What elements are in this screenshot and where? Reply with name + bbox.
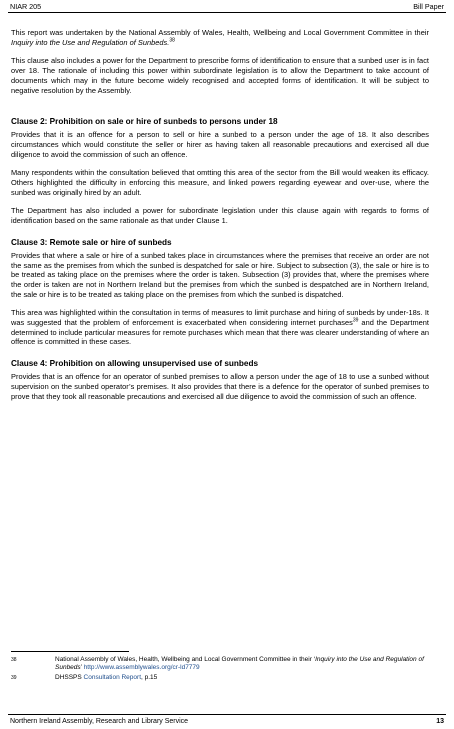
consultation-report-link[interactable]: Consultation Report: [83, 673, 141, 681]
page-number: 13: [436, 718, 444, 725]
clause-2-paragraph-3: The Department has also included a power for subordinate legislation under this clause again with regards to forms of identification based on the same rationale as that under Clause 1.: [11, 206, 429, 226]
assembly-wales-link[interactable]: http://www.assemblywales.org/cr-ld7779: [83, 664, 200, 672]
clause-4-paragraph-1: Provides that is an offence for an operator of sunbed premises to allow a person under the age of 18 to use a sunbed without supervision on the sunbed operator’s premises. It also provides that there is a defence for the operator of sunbed premises to prove that they took all reasonable precautions and exercised all due diligence to avoid the commission of such an offence.: [11, 372, 429, 401]
clause-3-text: This area was highlighted within the consultation in terms of measures to limit purchase and hiring of sunbeds by under-18s. It was suggested that the problem of enforcement is exacerbated when considering internet purchases: [11, 308, 429, 328]
clause-2-heading: Clause 2: Prohibition on sale or hire of sunbeds to persons under 18: [11, 117, 278, 127]
footnote-italic-title: Inquiry into the Use and Regulation of Sunbeds: [55, 656, 424, 672]
footnote-divider: [11, 651, 129, 652]
footnote-text: , p.15: [141, 673, 158, 681]
clause-3-text-continued: and the Department determined to include particular measures for remote purchases which mean that there was clearer understanding of where an offence is committed in these cases.: [11, 318, 430, 347]
page-footer: [8, 714, 446, 727]
intro-paragraph-1: [11, 28, 429, 47]
page-header: [8, 2, 446, 13]
footnotes: [11, 656, 431, 683]
intro-text: This report was undertaken by the National Assembly of Wales, Health, Wellbeing and Local Government Committee in their: [11, 28, 429, 37]
footnote-39: [11, 674, 431, 682]
page-body: [11, 28, 429, 410]
footnote-ref-38[interactable]: 38: [169, 37, 175, 44]
footnote-number: 38: [11, 657, 17, 663]
clause-3-heading: Clause 3: Remote sale or hire of sunbeds: [11, 237, 172, 247]
clause-3-paragraph-2: [11, 308, 429, 347]
publisher: Northern Ireland Assembly, Research and Library Service: [10, 718, 189, 725]
footnote-text: ’: [80, 664, 84, 672]
clause-2-paragraph-2: Many respondents within the consultation believed that omtting this area of the sector from the Bill would weaken its efficacy. Others highlighted the difficulty in enforcing this measure, and linked powers regarding eyewear and over-use, where the sunbed was originally hired by an adult.: [11, 168, 429, 197]
footnote-number: 39: [11, 674, 17, 681]
footnote-38: [11, 656, 431, 673]
footnote-text: National Assembly of Wales, Health, Wellbeing and Local Government Committee in their ‘: [55, 656, 316, 663]
inquiry-title: Inquiry into the Use and Regulation of Sunbeds.: [11, 37, 170, 47]
document-type: Bill Paper: [413, 2, 444, 11]
clause-2-paragraph-1: Provides that it is an offence for a person to sell or hire a sunbed to a person under the age of 18. It also describes circumstances which would constitute the seller or hirer as having taken all reasonable precautions and exercised all due diligence to avoid the commission of such an offence.: [11, 130, 429, 159]
footnote-ref-39[interactable]: 39: [352, 317, 359, 324]
document-code: NIAR 205: [10, 2, 42, 11]
clause-4-heading: Clause 4: Prohibition on allowing unsupervised use of sunbeds: [11, 359, 259, 369]
footnote-text: DHSSPS: [55, 673, 84, 681]
clause-3-paragraph-1: Provides that where a sale or hire of a sunbed takes place in circumstances where the premises that receive an order are not the same as the premises from which the sunbed is despatched for sale or hire. Subject to subsection (3), the sale or hire is to be treated as taking place on the premises where the order is taken. Subsection (3) provides that, where the premises where the order is taken are not in Northern Ireland but the premises from which the sunbed is despatched are in Northern Ireland, the sale or hire is to be treated as taking place on the premises from which the sunbed is dispatched.: [11, 250, 429, 299]
intro-paragraph-2: This clause also includes a power for the Department to prescribe forms of identification to ensure that a sunbed user is in fact over 18. The rationale of including this power within subordinate legislation is to allow the Department to take account of documents which may in the future become widely recognised and accepted forms of identification. It will be subject to negative resolution by the Assembly.: [11, 56, 429, 95]
